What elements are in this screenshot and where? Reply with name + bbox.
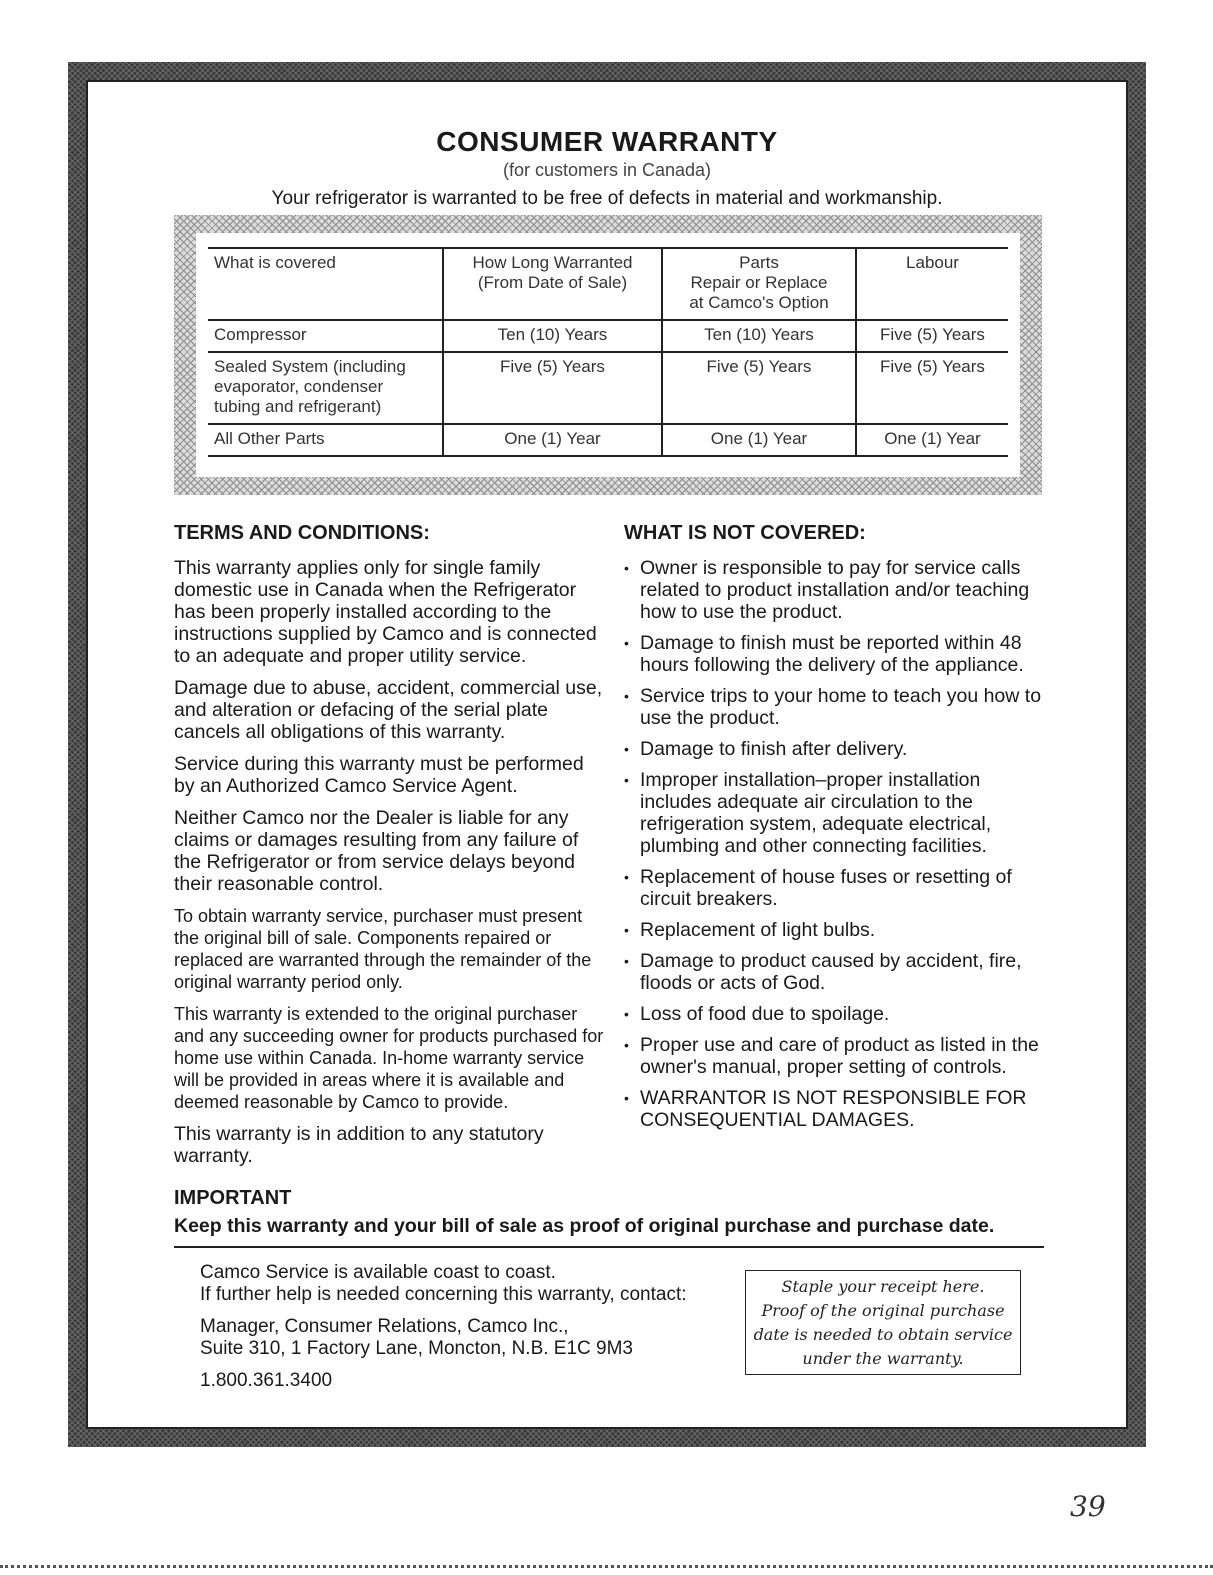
list-item: • Improper installation–proper installation includes adequate air circulation to the refrigeration system, adequate electrical, plumbing and other connecting facilities. — [624, 769, 1044, 857]
terms-paragraph: This warranty is in addition to any statutory warranty. — [174, 1123, 544, 1167]
header-labour: Labour — [856, 248, 1008, 320]
coverage-table-frame — [174, 215, 1042, 495]
table-row — [208, 352, 1008, 424]
contact-address: Suite 310, 1 Factory Lane, Moncton, N.B. E1C 9M3 — [200, 1338, 634, 1359]
list-item: • Owner is responsible to pay for service calls related to product installation and/or teaching how to use the product. — [624, 557, 1044, 623]
page-border — [68, 62, 1146, 1447]
table-header-row — [208, 248, 1008, 320]
list-item: • Replacement of house fuses or resetting of circuit breakers. — [624, 866, 1044, 910]
header-parts: Parts Repair or Replace at Camco's Option — [662, 248, 856, 320]
terms-paragraph: To obtain warranty service, purchaser must present the original bill of sale. Components repaired or replaced are warranted through the remainder of the original warranty period only. — [174, 906, 592, 992]
header-what-covered: What is covered — [208, 248, 443, 320]
cell-duration: Five (5) Years — [443, 352, 662, 424]
terms-paragraph: This warranty is extended to the original purchaser and any succeeding owner for products purchased for home use within Canada. In-home warranty service will be provided in areas where it is available and deemed reasonable by Camco to provide. — [174, 1004, 604, 1112]
cell-item: Compressor — [208, 320, 443, 352]
important-heading: IMPORTANT — [174, 1187, 292, 1209]
header-how-long: How Long Warranted (From Date of Sale) — [443, 248, 662, 320]
page-edge-line — [0, 1565, 1213, 1568]
warranty-panel — [86, 80, 1128, 1429]
cell-labour: One (1) Year — [856, 424, 1008, 456]
list-item: • Service trips to your home to teach you how to use the product. — [624, 685, 1044, 729]
terms-section — [174, 522, 604, 1177]
cell-item: Sealed System (including evaporator, condenser tubing and refrigerant) — [208, 352, 443, 424]
not-covered-heading: WHAT IS NOT COVERED: — [624, 522, 866, 544]
not-covered-list — [624, 557, 1044, 1131]
receipt-box: Staple your receipt here. Proof of the original purchase date is needed to obtain service under the warranty. — [745, 1270, 1021, 1375]
cell-duration: Ten (10) Years — [443, 320, 662, 352]
table-row — [208, 320, 1008, 352]
cell-parts: One (1) Year — [662, 424, 856, 456]
terms-paragraph: This warranty applies only for single family domestic use in Canada when the Refrigerator has been properly installed according to the instructions supplied by Camco and is connected to an adequate and proper utility service. — [174, 557, 597, 667]
list-item: • Damage to finish after delivery. — [624, 738, 1044, 760]
page-title: CONSUMER WARRANTY — [436, 126, 778, 157]
page-number: 39 — [1070, 1490, 1106, 1523]
important-text: Keep this warranty and your bill of sale as proof of original purchase and purchase date. — [174, 1215, 995, 1237]
list-item: • Damage to finish must be reported within 48 hours following the delivery of the appliance. — [624, 632, 1044, 676]
cell-labour: Five (5) Years — [856, 352, 1008, 424]
table-row — [208, 424, 1008, 456]
divider — [174, 1246, 1044, 1248]
cell-labour: Five (5) Years — [856, 320, 1008, 352]
contact-line: Camco Service is available coast to coast. — [200, 1262, 556, 1283]
list-item: • Proper use and care of product as listed in the owner's manual, proper setting of controls. — [624, 1034, 1044, 1078]
terms-paragraph: Service during this warranty must be performed by an Authorized Camco Service Agent. — [174, 753, 584, 797]
contact-info — [200, 1262, 740, 1392]
cell-duration: One (1) Year — [443, 424, 662, 456]
cell-parts: Five (5) Years — [662, 352, 856, 424]
contact-line: If further help is needed concerning this warranty, contact: — [200, 1284, 687, 1305]
list-item: • WARRANTOR IS NOT RESPONSIBLE FOR CONSEQUENTIAL DAMAGES. — [624, 1087, 1044, 1131]
terms-heading: TERMS AND CONDITIONS: — [174, 522, 430, 544]
list-item: • Loss of food due to spoilage. — [624, 1003, 1044, 1025]
contact-phone: 1.800.361.3400 — [200, 1370, 333, 1391]
list-item: • Replacement of light bulbs. — [624, 919, 1044, 941]
coverage-table — [208, 247, 1008, 457]
terms-paragraph: Damage due to abuse, accident, commercial use, and alteration or defacing of the serial plate cancels all obligations of this warranty. — [174, 677, 603, 743]
not-covered-section — [624, 522, 1044, 1140]
terms-paragraph: Neither Camco nor the Dealer is liable for any claims or damages resulting from any failure of the Refrigerator or from service delays beyond their reasonable control. — [174, 807, 579, 895]
page-subtitle: (for customers in Canada) — [502, 160, 712, 180]
cell-item: All Other Parts — [208, 424, 443, 456]
intro-text: Your refrigerator is warranted to be free of defects in material and workmanship. — [271, 188, 943, 209]
cell-parts: Ten (10) Years — [662, 320, 856, 352]
contact-line: Manager, Consumer Relations, Camco Inc., — [200, 1316, 569, 1337]
list-item: • Damage to product caused by accident, fire, floods or acts of God. — [624, 950, 1044, 994]
